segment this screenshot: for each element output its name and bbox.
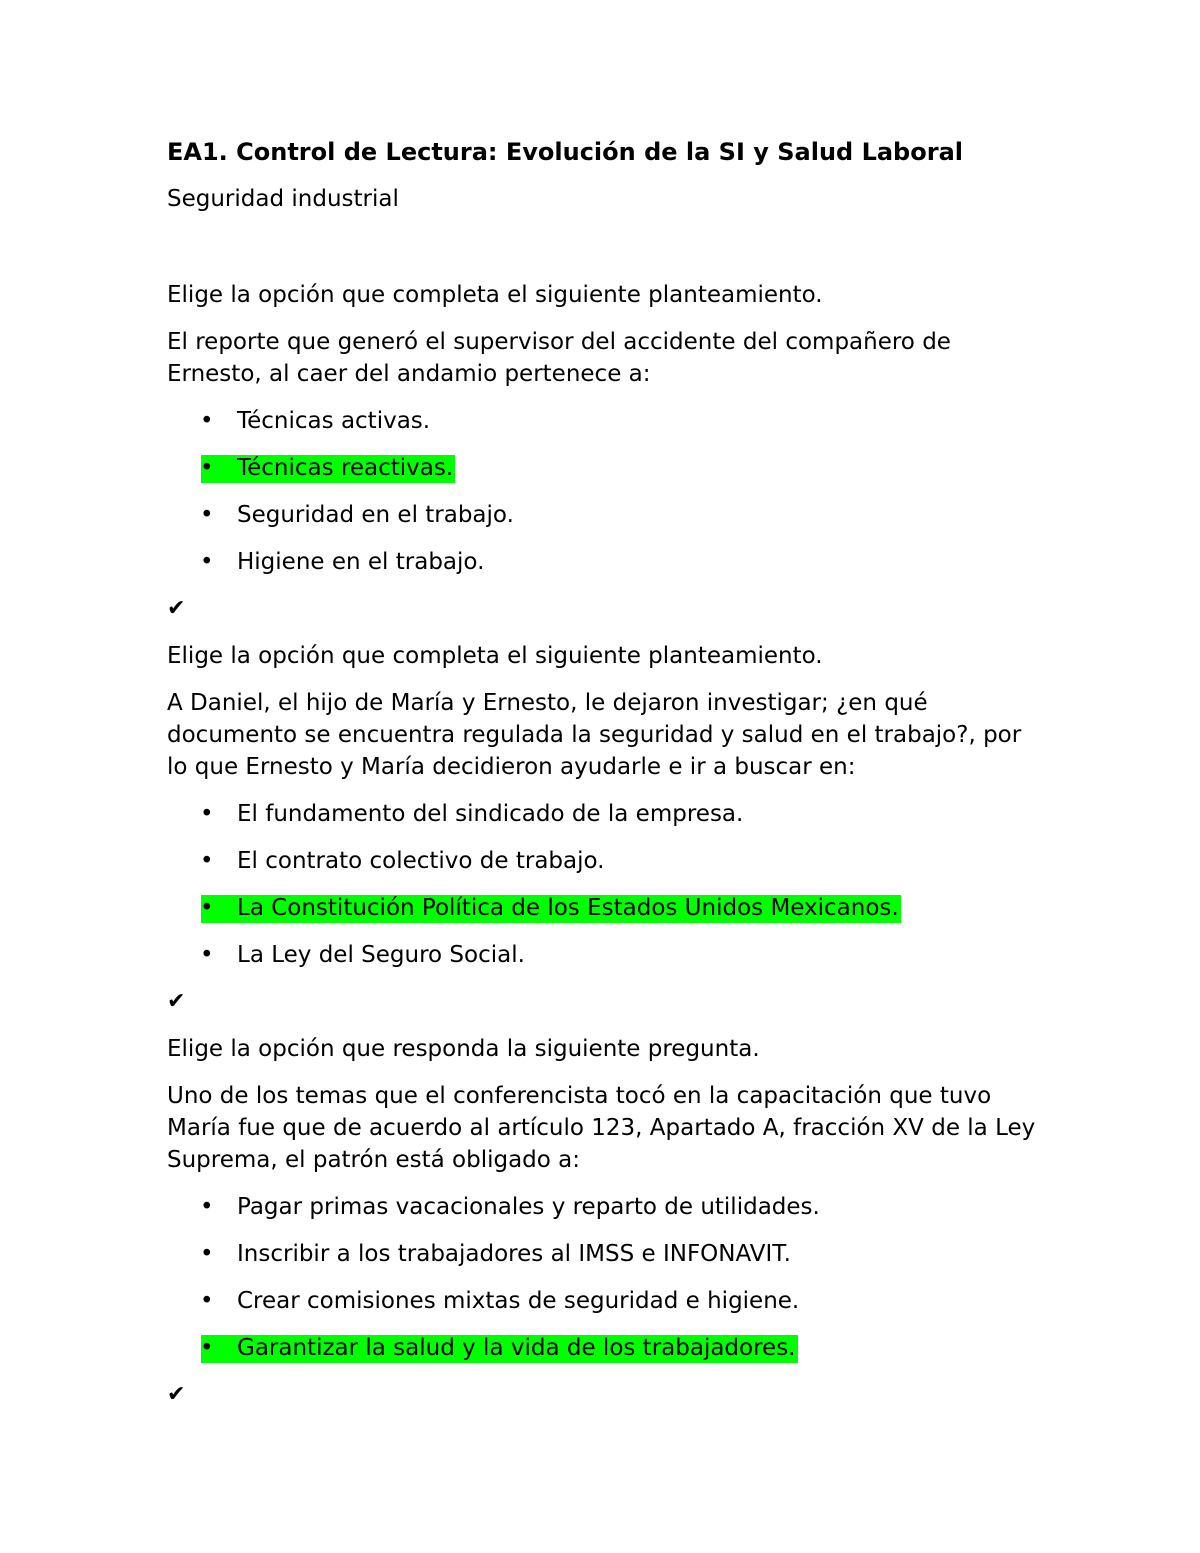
option-item	[167, 1285, 1037, 1317]
bullet-icon: •	[200, 502, 214, 528]
option-label: Técnicas reactivas.	[237, 455, 454, 481]
option-item	[167, 845, 1037, 877]
question-prompt: Elige la opción que responda la siguiente pregunta.	[167, 1036, 760, 1062]
document-subtitle: Seguridad industrial	[167, 186, 399, 212]
option-label: La Ley del Seguro Social.	[237, 942, 525, 968]
option-item	[167, 1238, 1037, 1270]
bullet-icon: •	[200, 455, 214, 481]
question-text: Uno de los temas que el conferencista tocó en la capacitación que tuvo María fue que de acuerdo al artículo 123, Apartado A, fracción XV de la Ley Suprema, el patrón está obligado a:	[167, 1083, 1036, 1173]
option-label: El contrato colectivo de trabajo.	[237, 848, 605, 874]
question-prompt: Elige la opción que completa el siguiente planteamiento.	[167, 643, 823, 669]
bullet-icon: •	[200, 1194, 214, 1220]
bullet-icon: •	[200, 801, 214, 827]
option-item	[167, 1191, 1037, 1223]
bullet-icon: •	[200, 1241, 214, 1267]
option-label: Técnicas activas.	[237, 408, 431, 434]
document-title: EA1. Control de Lectura: Evolución de la SI y Salud Laboral	[167, 138, 963, 166]
option-label: La Constitución Política de los Estados Unidos Mexicanos.	[237, 895, 899, 921]
bullet-icon: •	[200, 895, 214, 921]
question-3	[167, 1033, 1037, 1411]
question-prompt: Elige la opción que completa el siguiente planteamiento.	[167, 282, 823, 308]
checkmark-icon: ✔	[167, 989, 186, 1014]
question-text: El reporte que generó el supervisor del accidente del compañero de Ernesto, al caer del andamio pertenece a:	[167, 329, 951, 387]
document-page	[167, 136, 1037, 1411]
option-label: Seguridad en el trabajo.	[237, 502, 514, 528]
option-label: Higiene en el trabajo.	[237, 549, 485, 575]
checkmark-icon: ✔	[167, 596, 186, 621]
bullet-icon: •	[200, 549, 214, 575]
bullet-icon: •	[200, 1288, 214, 1314]
option-label: El fundamento del sindicado de la empresa.	[237, 801, 744, 827]
option-item	[167, 798, 1037, 830]
bullet-icon: •	[200, 1335, 214, 1361]
option-item	[167, 939, 1037, 971]
options-list	[167, 798, 1037, 971]
option-item-correct	[167, 892, 1037, 924]
bullet-icon: •	[200, 942, 214, 968]
option-item-correct	[167, 452, 1037, 484]
option-label: Garantizar la salud y la vida de los trabajadores.	[237, 1335, 796, 1361]
option-item	[167, 546, 1037, 578]
option-item	[167, 499, 1037, 531]
option-item-correct	[167, 1332, 1037, 1364]
question-2	[167, 640, 1037, 1018]
option-item	[167, 405, 1037, 437]
bullet-icon: •	[200, 408, 214, 434]
question-text: A Daniel, el hijo de María y Ernesto, le dejaron investigar; ¿en qué documento se encuentra regulada la seguridad y salud en el trabajo?, por lo que Ernesto y María decidieron ayudarle e ir a buscar en:	[167, 690, 1022, 780]
bullet-icon: •	[200, 848, 214, 874]
options-list	[167, 1191, 1037, 1364]
question-1	[167, 279, 1037, 625]
checkmark-icon: ✔	[167, 1382, 186, 1407]
option-label: Inscribir a los trabajadores al IMSS e INFONAVIT.	[237, 1241, 791, 1267]
option-label: Pagar primas vacacionales y reparto de utilidades.	[237, 1194, 820, 1220]
options-list	[167, 405, 1037, 578]
option-label: Crear comisiones mixtas de seguridad e higiene.	[237, 1288, 800, 1314]
